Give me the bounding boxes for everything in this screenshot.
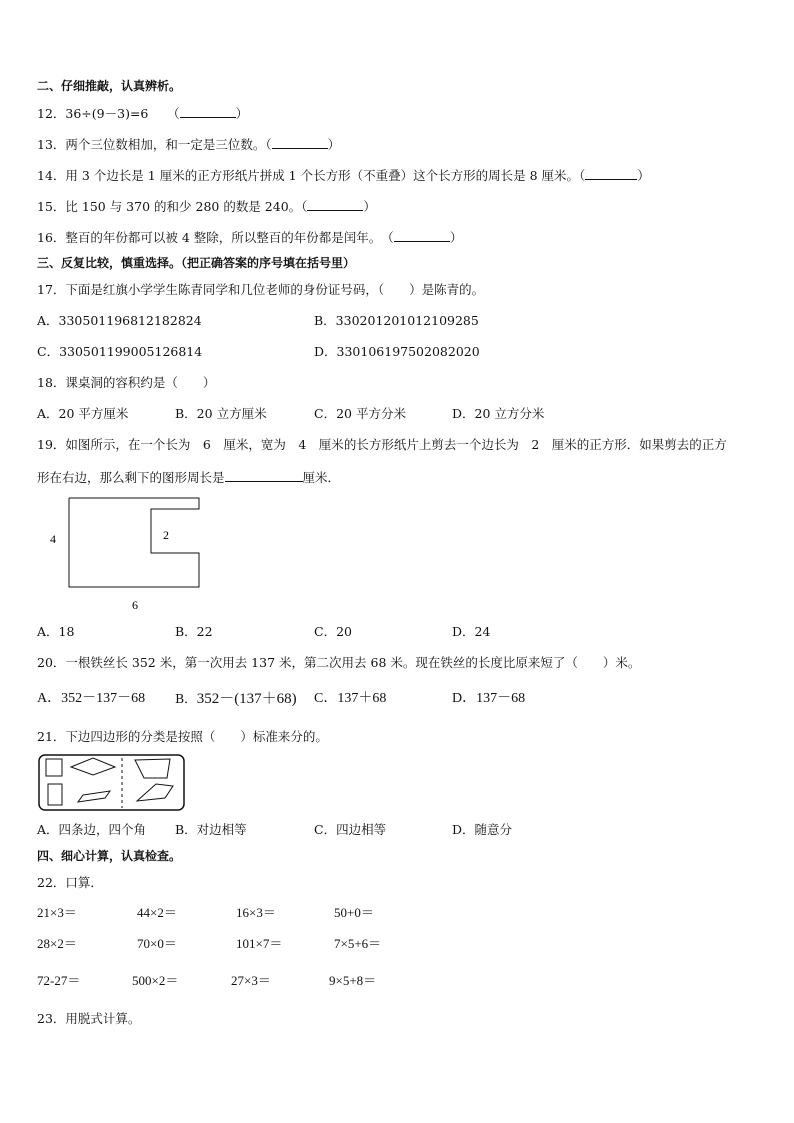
q18-text: 18．课桌洞的容积约是（ ）: [37, 375, 216, 390]
figure-width-label: 6: [132, 598, 138, 612]
q14-answer-blank[interactable]: [585, 167, 637, 180]
q13-number: 13．: [37, 137, 66, 152]
quadrilateral-shape: [137, 784, 173, 801]
q22-text: 22．口算．: [37, 875, 103, 890]
q15-number: 15．: [37, 199, 66, 214]
q17-text: 17．下面是红旗小学学生陈青同学和几位老师的身份证号码，（ ）是陈青的。: [37, 282, 485, 297]
q16-close: ）: [449, 230, 463, 245]
q20-option-a[interactable]: A．352－137－68: [37, 691, 146, 706]
q19-text-b: 厘米．: [302, 470, 341, 485]
q19-option-c[interactable]: C．20: [314, 624, 352, 639]
square-shape: [46, 759, 62, 776]
q17-option-a[interactable]: A．330501196812182824: [37, 313, 202, 328]
calc-item: 9×5+8＝: [329, 973, 377, 988]
calc-item: 101×7＝: [236, 936, 283, 951]
q19-option-b[interactable]: B．22: [175, 624, 213, 639]
q14-close: ）: [637, 168, 650, 183]
section-2-heading: 二、仔细推敲，认真辨析。: [37, 79, 182, 93]
figure-notch-label: 2: [163, 528, 169, 542]
q20-option-c[interactable]: C．137＋68: [314, 691, 387, 706]
q14-number: 14．: [37, 168, 66, 183]
question-12: [37, 105, 248, 122]
q12-text: 36÷(9－3)=6 （: [65, 106, 180, 121]
q19-figure: [40, 490, 220, 620]
rhombus-shape: [71, 758, 115, 775]
q16-answer-blank[interactable]: [394, 229, 450, 242]
q19-text-line1: 19．如图所示，在一个长为 6 厘米，宽为 4 厘米的长方形纸片上剪去一个边长为 2 厘米的正方形．如果剪去的正方: [37, 437, 727, 452]
q18-option-c[interactable]: C．20 平方分米: [314, 406, 406, 421]
q13-text: 两个三位数相加，和一定是三位数。（: [65, 137, 272, 152]
calc-item: 7×5+6＝: [334, 936, 382, 951]
parallelogram-shape: [78, 791, 110, 802]
q17-option-d[interactable]: D．330106197502082020: [314, 344, 480, 359]
question-13: [37, 136, 340, 153]
calc-item: 21×3＝: [37, 905, 77, 920]
q18-option-b[interactable]: B．20 立方厘米: [175, 406, 267, 421]
q15-text: 比 150 与 370 的和少 280 的数是 240。（: [65, 199, 308, 214]
q21-option-a[interactable]: A．四条边，四个角: [37, 822, 147, 837]
q20-option-b-letter: B．: [175, 691, 197, 706]
q17-option-b[interactable]: B．330201201012109285: [314, 313, 479, 328]
q19-answer-blank[interactable]: [225, 469, 303, 482]
q19-text-a: 形在右边，那么剩下的图形周长是: [37, 470, 225, 485]
q19-text-line2: [37, 469, 340, 486]
q17-option-c[interactable]: C．330501199005126814: [37, 344, 203, 359]
question-14: [37, 167, 650, 184]
question-15: [37, 198, 376, 215]
q23-text: 23．用脱式计算。: [37, 1011, 141, 1026]
q19-option-d[interactable]: D．24: [452, 624, 491, 639]
section-3-heading: 三、反复比较，慎重选择。（把正确答案的序号填在括号里）: [37, 256, 356, 270]
q12-close: ）: [235, 106, 249, 121]
q15-answer-blank[interactable]: [307, 198, 363, 211]
q20-option-b[interactable]: [175, 691, 297, 707]
figure-height-label: 4: [50, 532, 56, 546]
calc-item: 50+0＝: [334, 905, 374, 920]
notched-rectangle-shape: [69, 498, 199, 587]
q20-option-d[interactable]: D．137－68: [452, 691, 526, 706]
q12-answer-blank[interactable]: [180, 105, 236, 118]
q18-option-d[interactable]: D．20 立方分米: [452, 406, 545, 421]
q21-option-d[interactable]: D．随意分: [452, 822, 513, 837]
q19-option-a[interactable]: A．18: [37, 624, 75, 639]
calc-item: 44×2＝: [137, 905, 177, 920]
q16-number: 16．: [37, 230, 66, 245]
calc-item: 70×0＝: [137, 936, 177, 951]
q12-number: 12．: [37, 106, 66, 121]
figure-frame: [39, 755, 184, 810]
q21-option-b[interactable]: B．对边相等: [175, 822, 247, 837]
q20-text: 20．一根铁丝长 352 米，第一次用去 137 米，第二次用去 68 米。现在铁丝的长度比原来短了（ ）米。: [37, 655, 641, 670]
calc-item: 500×2＝: [132, 973, 179, 988]
calc-item: 28×2＝: [37, 936, 77, 951]
q15-close: ）: [363, 199, 376, 214]
q20-option-b-expression: 352－(137＋68): [196, 691, 297, 707]
section-4-heading: 四、细心计算，认真检查。: [37, 849, 182, 863]
q21-figure: [38, 754, 186, 812]
q16-text: 整百的年份都可以被 4 整除，所以整百的年份都是闰年。 （: [65, 230, 394, 245]
rectangle-shape: [48, 784, 62, 805]
trapezoid-shape: [135, 759, 170, 778]
q18-option-a[interactable]: A．20 平方厘米: [37, 406, 129, 421]
q21-option-c[interactable]: C．四边相等: [314, 822, 387, 837]
calc-item: 27×3＝: [231, 973, 271, 988]
calc-item: 16×3＝: [236, 905, 276, 920]
calc-item: 72-27＝: [37, 973, 81, 988]
q13-close: ）: [327, 137, 341, 152]
question-16: [37, 229, 462, 246]
q13-answer-blank[interactable]: [272, 136, 328, 149]
q21-text: 21．下边四边形的分类是按照（ ）标准来分的。: [37, 729, 328, 744]
q14-text: 用 3 个边长是 1 厘米的正方形纸片拼成 1 个长方形（不重叠）这个长方形的周长是 8 厘米。（: [65, 168, 586, 183]
